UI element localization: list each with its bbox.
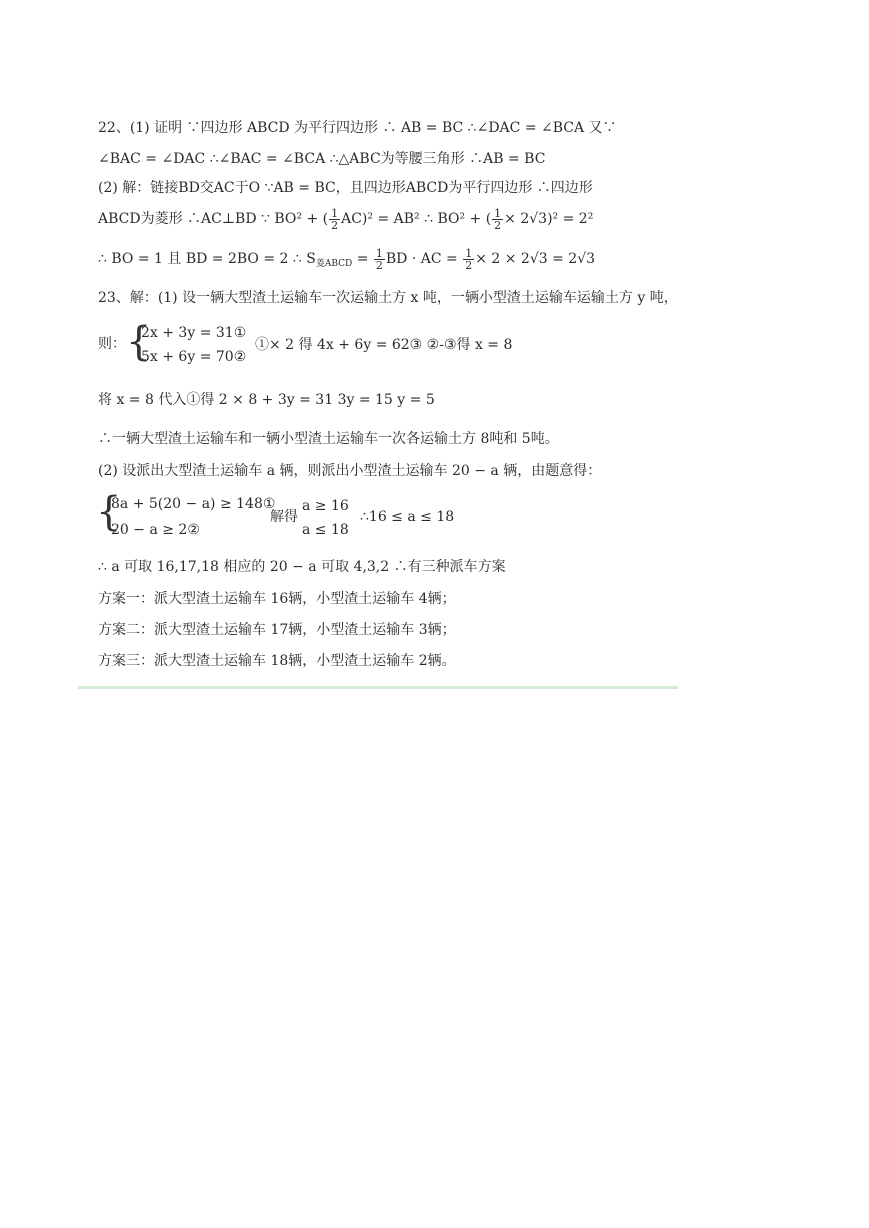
q22-line-4-part-c: × 2√3)² = 2² xyxy=(504,211,594,227)
q23-line-1: 23、解：(1) 设一辆大型渣土运输车一次运输土方 x 吨，一辆小型渣土运输车运输土方 y 吨， xyxy=(98,290,678,306)
q23-then-label: 则： xyxy=(98,336,126,352)
q22-line-5-part-c: BD · AC = xyxy=(385,251,458,267)
q23-inequality-2: 20 − a ≥ 2② xyxy=(111,522,200,538)
q23-values: ∴ a 可取 16,17,18 相应的 20 − a 可取 4,3,2 ∴有三种派车方案 xyxy=(98,559,506,575)
q22-line-4-part-a: ABCD为菱形 ∴AC⊥BD ∵ BO² + ( xyxy=(98,211,329,227)
q23-elimination-step: ①× 2 得 4x + 6y = 62③ ②-③得 x = 8 xyxy=(255,337,513,353)
fraction-denominator: 2 xyxy=(375,258,383,272)
q22-line-5 xyxy=(98,246,595,277)
q23-equation-1: 2x + 3y = 31① xyxy=(141,325,247,341)
fraction-numerator: 1 xyxy=(494,206,502,220)
q23-part-2: (2) 设派出大型渣土运输车 a 辆，则派出小型渣土运输车 20 − a 辆，由题意得： xyxy=(98,463,602,479)
q23-result-2: a ≤ 18 xyxy=(302,522,349,538)
fraction-numerator: 1 xyxy=(331,206,339,220)
q23-substitution: 将 x = 8 代入①得 2 × 8 + 3y = 31 3y = 15 y = 5 xyxy=(98,392,435,408)
fraction-half xyxy=(329,208,340,231)
q22-line-5-part-d: × 2 × 2√3 = 2√3 xyxy=(475,251,596,267)
plan-1: 方案一：派大型渣土运输车 16辆，小型渣土运输车 4辆； xyxy=(98,591,456,607)
plan-2: 方案二：派大型渣土运输车 17辆，小型渣土运输车 3辆； xyxy=(98,622,456,638)
fraction-numerator: 1 xyxy=(465,246,473,260)
plan-3: 方案三：派大型渣土运输车 18辆，小型渣土运输车 2辆。 xyxy=(98,653,456,669)
q22-line-2: ∠BAC = ∠DAC ∴∠BAC = ∠BCA ∴△ABC为等腰三角形 ∴AB = BC xyxy=(98,151,546,167)
fraction-half xyxy=(492,208,503,231)
fraction-numerator: 1 xyxy=(375,246,383,260)
q23-range: ∴16 ≤ a ≤ 18 xyxy=(360,509,455,525)
q23-result-1: a ≥ 16 xyxy=(302,498,349,514)
fraction-half xyxy=(374,248,385,271)
fraction-half xyxy=(463,248,474,271)
q23-equation-2: 5x + 6y = 70② xyxy=(141,349,247,365)
q22-line-5-part-a: ∴ BO = 1 且 BD = 2BO = 2 ∴ S xyxy=(98,251,316,267)
q22-line-4 xyxy=(98,206,593,232)
q23-conclusion: ∴一辆大型渣土运输车和一辆小型渣土运输车一次各运输土方 8吨和 5吨。 xyxy=(98,431,559,447)
section-divider xyxy=(78,686,678,689)
q22-line-4-part-b: AC)² = AB² ∴ BO² + ( xyxy=(341,211,492,227)
q22-line-3: (2) 解：链接BD交AC于O ∵AB = BC，且四边形ABCD为平行四边形 ∴四边形 xyxy=(98,180,593,196)
left-brace-icon: { xyxy=(96,489,122,535)
fraction-denominator: 2 xyxy=(465,258,473,272)
fraction-denominator: 2 xyxy=(494,218,502,232)
q22-line-1: 22、(1) 证明 ∵四边形 ABCD 为平行四边形 ∴ AB = BC ∴∠DAC = ∠BCA 又∵ xyxy=(98,120,617,136)
left-brace-icon: { xyxy=(126,319,152,365)
q23-inequality-1: 8a + 5(20 − a) ≥ 148① xyxy=(111,496,276,512)
q22-line-5-equals: = xyxy=(356,251,369,267)
fraction-denominator: 2 xyxy=(331,218,339,232)
area-subscript: 菱ABCD xyxy=(315,259,353,269)
q23-solve-label: 解得 xyxy=(270,509,298,525)
